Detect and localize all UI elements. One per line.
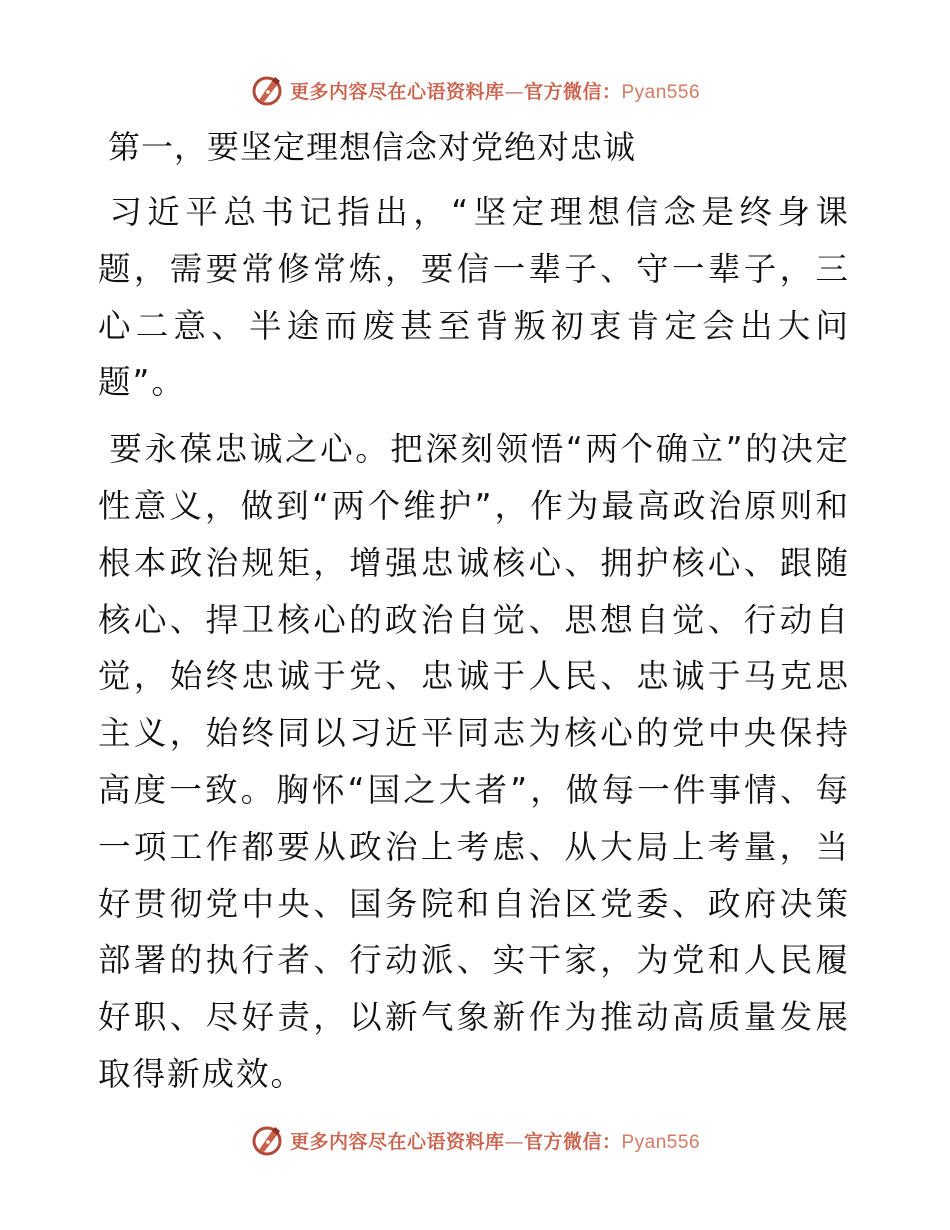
watermark-main: 更多内容尽在心语资料库 bbox=[289, 80, 505, 103]
watermark-wechat-id: Pyan556 bbox=[621, 1131, 701, 1153]
pen-nib-logo-icon bbox=[250, 73, 284, 107]
watermark-wechat-label: 官方微信： bbox=[523, 80, 622, 103]
paragraph-loyalty: 要永葆忠诚之心。把深刻领悟“两个确立”的决定性意义，做到“两个维护”，作为最高政治原则和根本政治规矩，增强忠诚核心、拥护核心、跟随核心、捍卫核心的政治自觉、思想自觉、行动自觉，始终忠诚于党、忠诚于人民、忠诚于马克思主义，始终同以习近平同志为核心的党中央保持高度一致。胸怀“国之大者”，做每一件事情、每一项工作都要从政治上考虑、从大局上考量，当好贯彻党中央、国务院和自治区党委、政府决策部署的执行者、行动派、实干家，为党和人民履好职、尽好责，以新气象新作为推动高质量发展取得新成效。 bbox=[98, 430, 850, 1093]
watermark-separator: — bbox=[504, 1130, 524, 1153]
watermark-main: 更多内容尽在心语资料库 bbox=[289, 1130, 505, 1153]
paragraph-quote: 习近平总书记指出，“坚定理想信念是终身课题，需要常修常炼，要信一辈子、守一辈子，三心二意、半途而废甚至背叛初衷肯定会出大问题”。 bbox=[98, 193, 850, 402]
watermark-header bbox=[0, 70, 950, 110]
watermark-text bbox=[290, 77, 700, 104]
watermark-separator: — bbox=[504, 80, 524, 103]
pen-nib-logo-icon bbox=[250, 1123, 284, 1157]
watermark-footer bbox=[0, 1120, 950, 1160]
watermark-wechat-id: Pyan556 bbox=[621, 81, 701, 103]
watermark-wechat-label: 官方微信： bbox=[523, 1130, 622, 1153]
watermark-text bbox=[290, 1127, 700, 1154]
section-heading: 第一，要坚定理想信念对党绝对忠诚 bbox=[108, 128, 637, 166]
document-body bbox=[98, 122, 850, 1113]
